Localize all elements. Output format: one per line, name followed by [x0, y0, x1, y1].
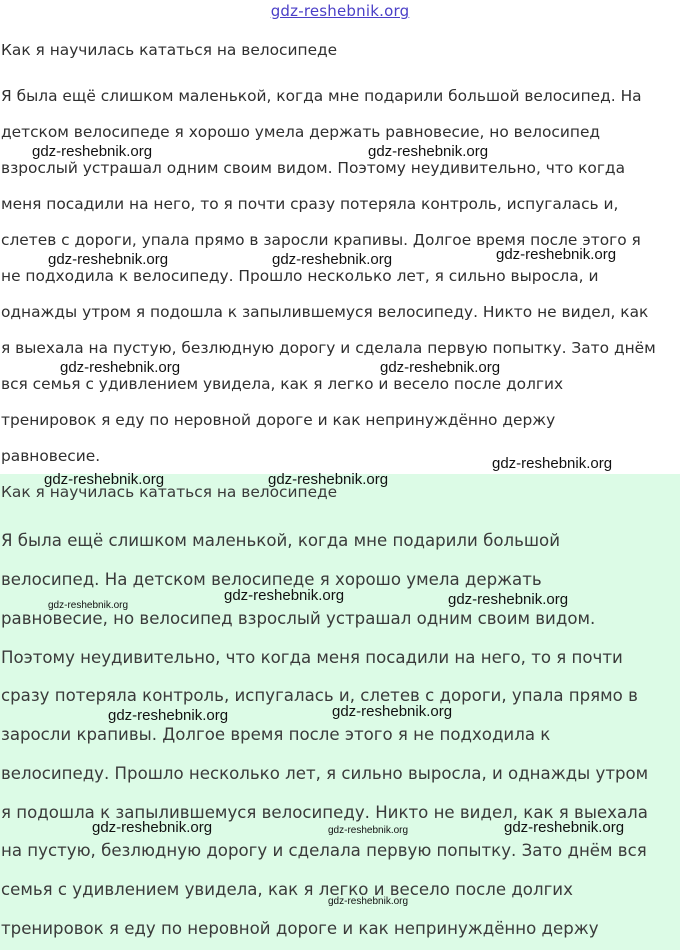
essay-line: Поэтому неудивительно, что когда меня посадили на него, то я почти [1, 648, 623, 667]
watermark: gdz-reshebnik.org [60, 359, 181, 376]
watermark: gdz-reshebnik.org [332, 703, 453, 720]
watermark: gdz-reshebnik.org [108, 707, 229, 724]
watermark: gdz-reshebnik.org [380, 359, 501, 376]
essay-line: меня посадили на него, то я почти сразу потеряла контроль, испугалась и, [1, 195, 619, 213]
essay-line: сразу потеряла контроль, испугалась и, слетев с дороги, упала прямо в [1, 686, 638, 705]
watermark: gdz-reshebnik.org [272, 251, 393, 268]
watermark: gdz-reshebnik.org [328, 825, 409, 836]
essay-line: тренировок я еду по неровной дороге и как непринуждённо держу [1, 919, 599, 938]
essay-line: заросли крапивы. Долгое время после этого я не подходила к [1, 725, 551, 744]
watermark: gdz-reshebnik.org [224, 587, 345, 604]
watermark: gdz-reshebnik.org [496, 246, 617, 263]
site-header-link[interactable]: gdz-reshebnik.org [270, 2, 410, 20]
watermark: gdz-reshebnik.org [92, 819, 213, 836]
essay-line: семья с удивлением увидела, как я легко и весело после долгих [1, 880, 573, 899]
watermark: gdz-reshebnik.org [268, 471, 389, 488]
essay-line: тренировок я еду по неровной дороге и как непринуждённо держу [1, 411, 556, 429]
essay-line: слетев с дороги, упала прямо в заросли крапивы. Долгое время после этого я [1, 231, 641, 249]
essay-title: Как я научилась кататься на велосипеде [1, 483, 338, 501]
essay-line: равновесие, но велосипед взрослый устрашал одним своим видом. [1, 609, 596, 628]
essay-line: вся семья с удивлением увидела, как я легко и весело после долгих [1, 375, 564, 393]
watermark: gdz-reshebnik.org [448, 591, 569, 608]
essay-line: велосипеду. Прошло несколько лет, я сильно выросла, и однажды утром [1, 764, 649, 783]
watermark: gdz-reshebnik.org [328, 896, 409, 907]
essay-line: однажды утром я подошла к запылившемуся велосипеду. Никто не видел, как [1, 303, 649, 321]
watermark: gdz-reshebnik.org [48, 600, 129, 611]
essay-line: Я была ещё слишком маленькой, когда мне подарили большой велосипед. На [1, 87, 642, 105]
essay-line: я выехала на пустую, безлюдную дорогу и сделала первую попытку. Зато днём [1, 339, 656, 357]
essay-title: Как я научилась кататься на велосипеде [1, 41, 338, 59]
essay-line: велосипед. На детском велосипеде я хорошо умела держать [1, 570, 542, 589]
essay-line: я подошла к запылившемуся велосипеду. Никто не видел, как я выехала [1, 803, 648, 822]
essay-line: не подходила к велосипеду. Прошло несколько лет, я сильно выросла, и [1, 267, 599, 285]
watermark: gdz-reshebnik.org [492, 455, 613, 472]
watermark: gdz-reshebnik.org [32, 143, 153, 160]
essay-line: взрослый устрашал одним своим видом. Поэтому неудивительно, что когда [1, 159, 625, 177]
watermark: gdz-reshebnik.org [44, 471, 165, 488]
essay-line: детском велосипеде я хорошо умела держать равновесие, но велосипед [1, 123, 601, 141]
essay-line: Я была ещё слишком маленькой, когда мне подарили большой [1, 531, 560, 550]
watermark: gdz-reshebnik.org [504, 819, 625, 836]
watermark: gdz-reshebnik.org [368, 143, 489, 160]
essay-line: на пустую, безлюдную дорогу и сделала первую попытку. Зато днём вся [1, 841, 647, 860]
watermark: gdz-reshebnik.org [48, 251, 169, 268]
essay-line: равновесие. [1, 447, 101, 465]
